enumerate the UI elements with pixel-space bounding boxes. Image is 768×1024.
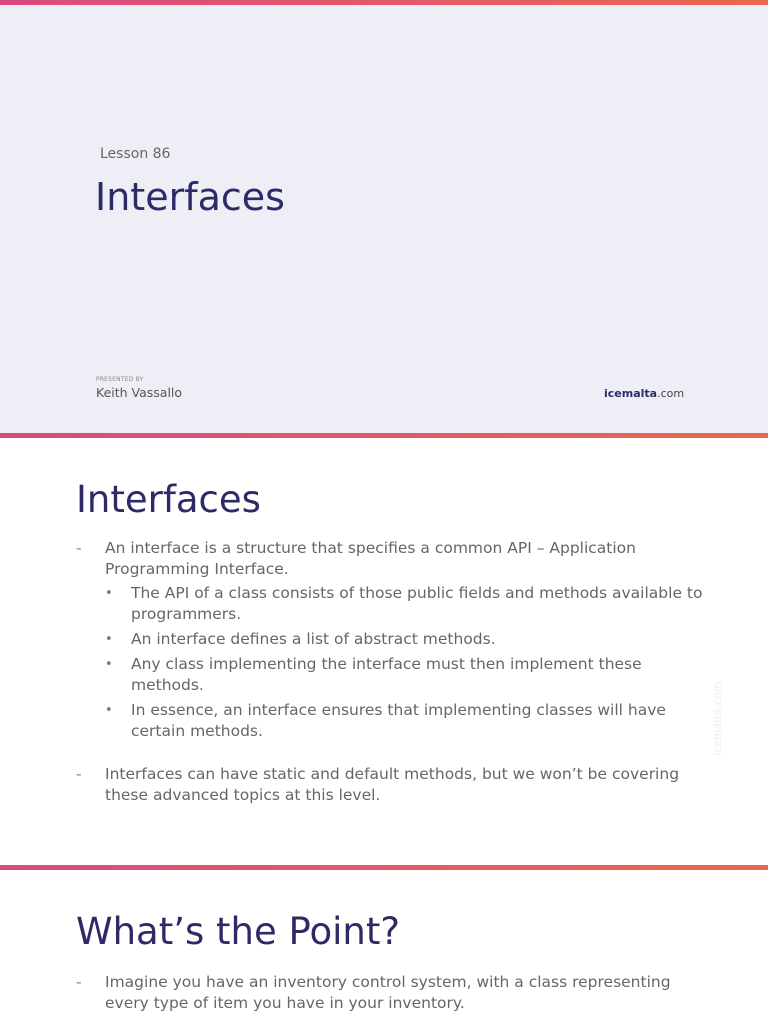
bullet-dot-icon: • — [105, 703, 113, 718]
sub-bullet-list — [105, 583, 706, 742]
bullet-dot-icon: • — [105, 632, 113, 647]
point-bullet-list — [76, 972, 706, 1014]
list-item — [76, 972, 706, 1014]
dash-marker: - — [76, 973, 82, 991]
side-watermark: icemalta.com — [711, 681, 724, 756]
sub-bullet-text: Any class implementing the interface must then implement these methods. — [131, 655, 642, 694]
page-title: Interfaces — [95, 175, 285, 219]
list-item — [105, 700, 706, 742]
sub-bullet-text: In essence, an interface ensures that implementing classes will have certain methods. — [131, 701, 666, 740]
list-item — [105, 583, 706, 625]
sub-bullet-text: The API of a class consists of those public fields and methods available to programmers. — [131, 584, 703, 623]
presenter-name: Keith Vassallo — [96, 385, 183, 400]
brand-tld: .com — [657, 387, 685, 400]
bullet-text: Interfaces can have static and default methods, but we won’t be covering these advanced topics at this level. — [105, 765, 680, 804]
slide-heading-interfaces: Interfaces — [76, 478, 261, 521]
dash-marker: - — [76, 539, 82, 557]
sub-bullet-text: An interface defines a list of abstract methods. — [131, 630, 496, 648]
whats-the-point-slide — [0, 870, 768, 1024]
interfaces-bullet-list — [76, 538, 706, 806]
bullet-text: An interface is a structure that specifies a common API – Application Programming Interface. — [105, 539, 636, 578]
brand-logo — [604, 387, 684, 400]
bullet-dot-icon: • — [105, 586, 113, 601]
interfaces-slide — [0, 438, 768, 865]
bullet-dot-icon: • — [105, 657, 113, 672]
list-item — [76, 538, 706, 742]
dash-marker: - — [76, 765, 82, 783]
lesson-label: Lesson 86 — [100, 146, 171, 162]
title-slide — [0, 5, 768, 438]
brand-name: icemalta — [604, 387, 658, 400]
list-item — [105, 654, 706, 696]
list-item — [76, 764, 706, 806]
bullet-text: Imagine you have an inventory control system, with a class representing every type of item you have in your inventory. — [105, 973, 671, 1012]
presented-by-label: PRESENTED BY — [96, 376, 144, 383]
list-item — [105, 629, 706, 650]
slide-heading-point: What’s the Point? — [76, 910, 401, 953]
